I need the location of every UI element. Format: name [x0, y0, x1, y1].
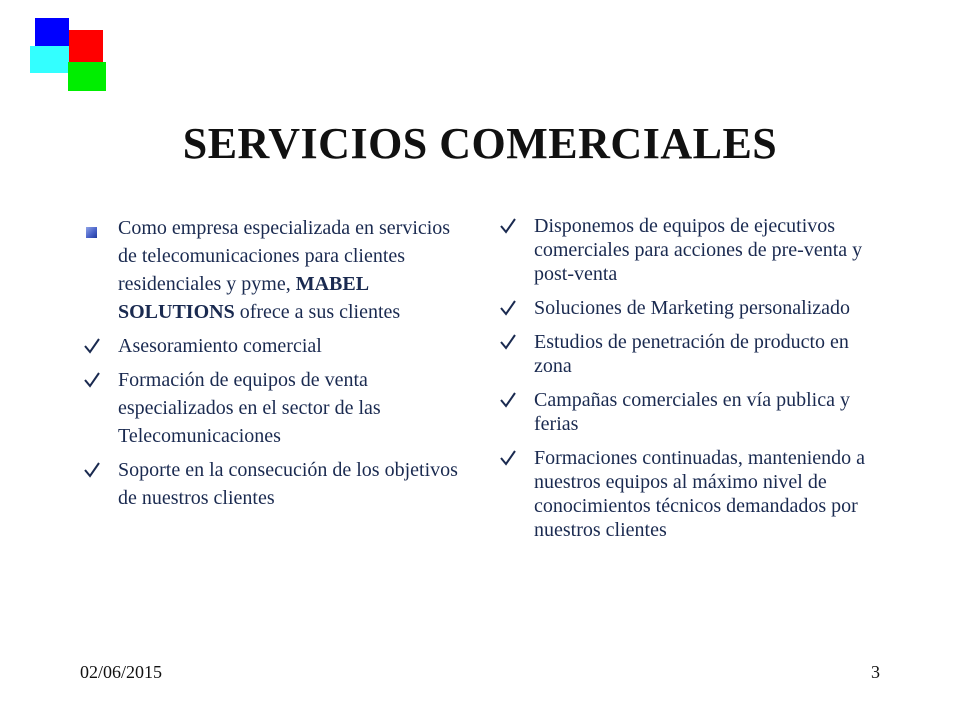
left-column: [82, 214, 462, 518]
checkmark-icon: [82, 460, 102, 480]
checkmark-icon: [498, 448, 518, 468]
list-item-text: Disponemos de equipos de ejecutivos comerciales para acciones de pre-venta y post-venta: [534, 215, 863, 285]
list-item-text: Soluciones de Marketing personalizado: [534, 297, 851, 319]
checkmark-icon: [498, 298, 518, 318]
checkmark-icon: [498, 390, 518, 410]
list-item-text: Campañas comerciales en vía publica y ferias: [534, 389, 850, 435]
list-item-text: Estudios de penetración de producto en zona: [534, 331, 849, 377]
list-item: [498, 388, 878, 436]
list-item: [498, 296, 878, 320]
intro-text-before: Como empresa especializada en servicios de telecomunicaciones para clientes residenciales y pyme,: [118, 217, 451, 295]
checkmark-icon: [498, 332, 518, 352]
checkmark-icon: [82, 336, 102, 356]
intro-text-after: ofrece a sus clientes: [234, 301, 401, 323]
logo-blue-square: [35, 18, 69, 46]
company-name: MABEL SOLUTIONS: [118, 273, 368, 323]
intro-paragraph: [82, 214, 462, 326]
list-item: [82, 332, 462, 360]
footer-date: 02/06/2015: [80, 662, 163, 682]
checkmark-icon: [498, 216, 518, 236]
list-item: [82, 456, 462, 512]
right-column: [498, 214, 878, 552]
square-bullet-icon: [82, 218, 102, 238]
page-number: 3: [871, 662, 880, 682]
logo-green-square: [68, 62, 106, 91]
list-item-text: Formaciones continuadas, manteniendo a nuestros equipos al máximo nivel de conocimientos técnicos demandados por nuestros clientes: [534, 447, 866, 541]
colored-squares-logo: [30, 18, 110, 93]
list-item: [82, 366, 462, 450]
slide-title: SERVICIOS COMERCIALES: [182, 119, 778, 168]
list-item: [498, 446, 878, 542]
list-item: [498, 330, 878, 378]
list-item-text: Asesoramiento comercial: [118, 335, 322, 357]
list-item-text: Formación de equipos de venta especializados en el sector de las Telecomunicaciones: [118, 369, 381, 447]
logo-cyan-square: [30, 46, 69, 73]
list-item-text: Soporte en la consecución de los objetivos de nuestros clientes: [118, 459, 458, 509]
logo-red-square: [69, 30, 103, 62]
checkmark-icon: [82, 370, 102, 390]
list-item: [498, 214, 878, 286]
